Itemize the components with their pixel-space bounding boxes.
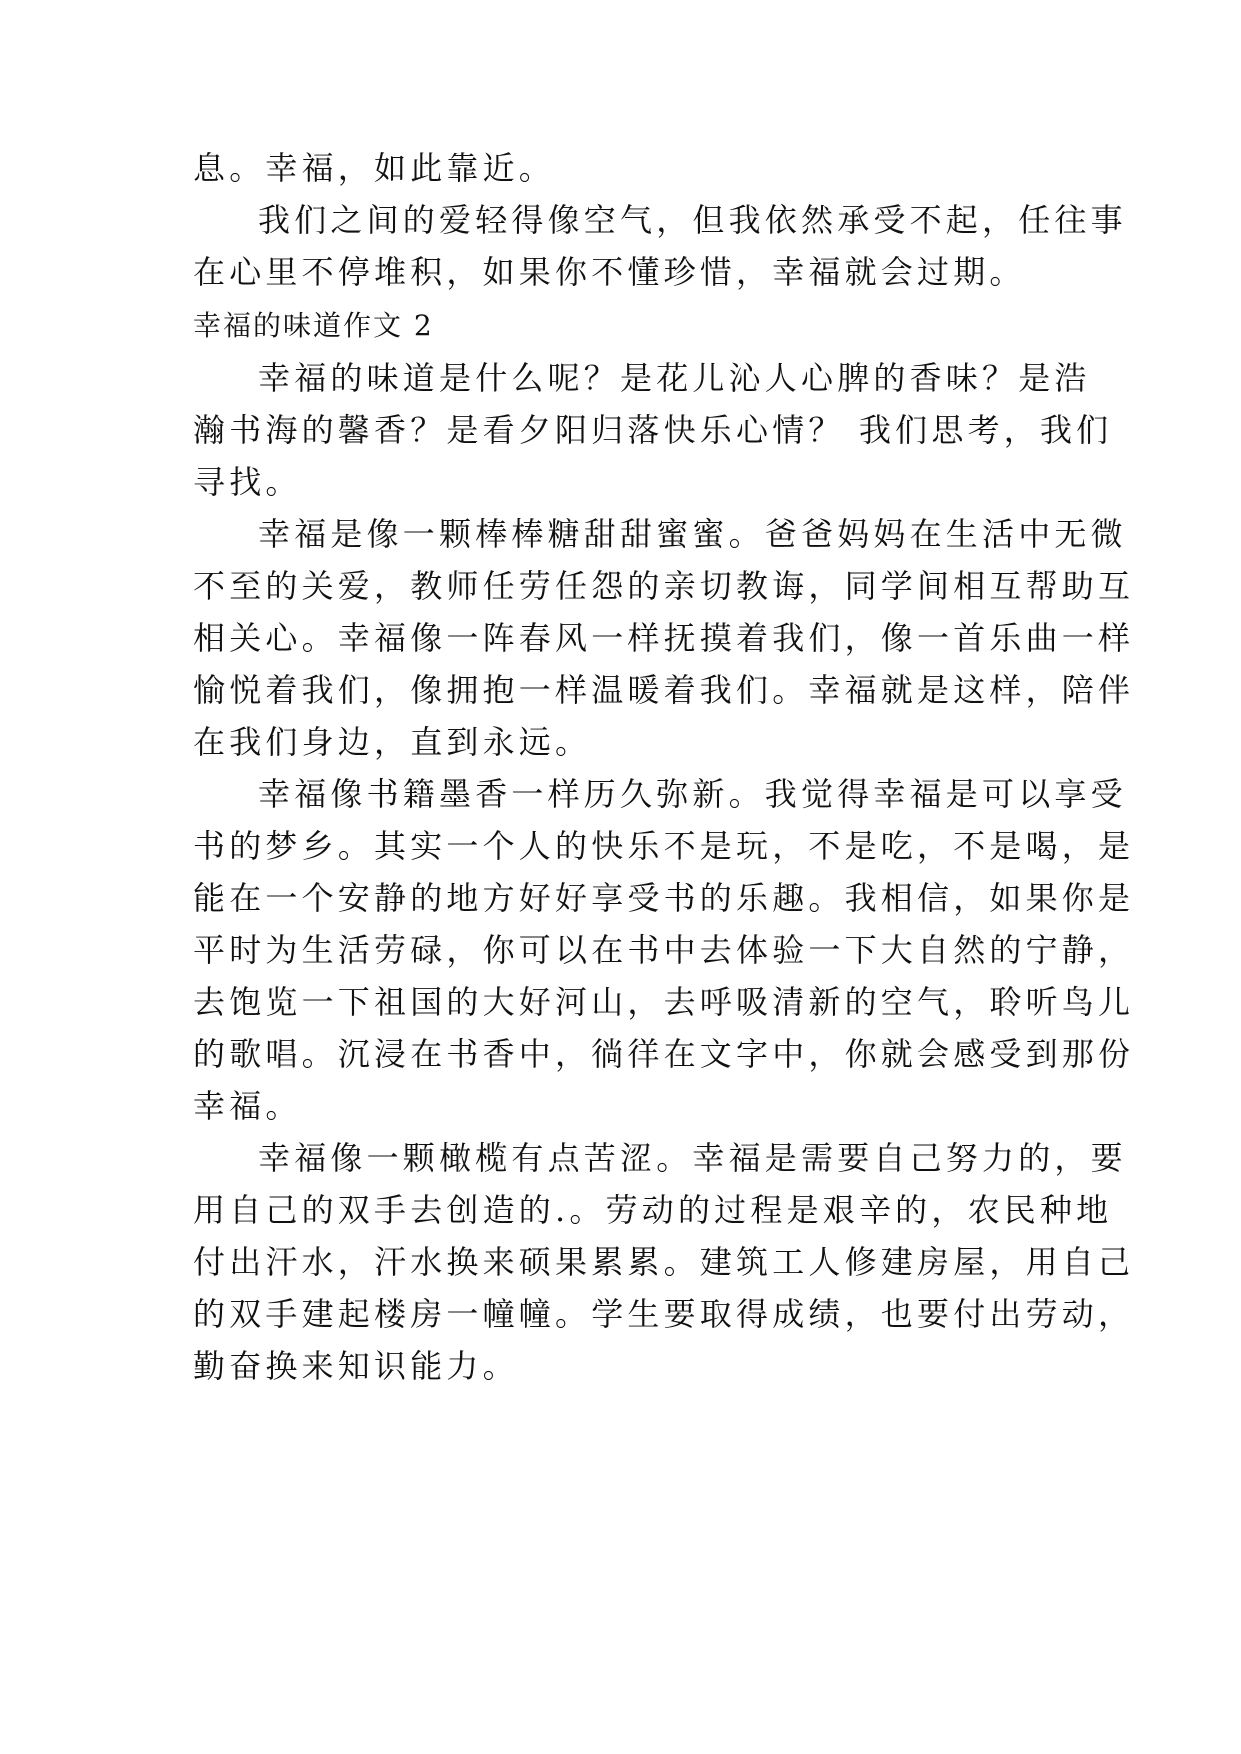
text-line: 的双手建起楼房一幢幢。学生要取得成绩，也要付出劳动，	[193, 1295, 1135, 1333]
text-line: 勤奋换来知识能力。	[193, 1347, 519, 1385]
text-line: 瀚书海的馨香？是看夕阳归落快乐心情？ 我们思考，我们	[193, 411, 1113, 449]
text-line: 幸福是像一颗棒棒糖甜甜蜜蜜。爸爸妈妈在生活中无微	[258, 515, 1127, 553]
text-line: 寻找。	[193, 463, 302, 501]
text-line: 幸福像一颗橄榄有点苦涩。幸福是需要自己努力的，要	[258, 1139, 1127, 1177]
text-line: 能在一个安静的地方好好享受书的乐趣。我相信，如果你是	[193, 879, 1135, 917]
text-line: 平时为生活劳碌，你可以在书中去体验一下大自然的宁静，	[193, 931, 1135, 969]
text-line: 我们之间的爱轻得像空气，但我依然承受不起，任往事	[258, 201, 1127, 239]
text-line: 幸福的味道是什么呢？是花儿沁人心脾的香味？是浩	[258, 359, 1091, 397]
text-line: 愉悦着我们，像拥抱一样温暖着我们。幸福就是这样，陪伴	[193, 671, 1135, 709]
text-line: 在心里不停堆积，如果你不懂珍惜，幸福就会过期。	[193, 253, 1026, 291]
text-line: 相关心。幸福像一阵春风一样抚摸着我们，像一首乐曲一样	[193, 619, 1135, 657]
text-line: 用自己的双手去创造的.。劳动的过程是艰辛的，农民种地	[193, 1191, 1113, 1229]
text-line: 幸福。	[193, 1087, 302, 1125]
text-line: 息。幸福，如此靠近。	[193, 149, 556, 187]
text-line: 的歌唱。沉浸在书香中，徜徉在文字中，你就会感受到那份	[193, 1035, 1135, 1073]
text-line: 去饱览一下祖国的大好河山，去呼吸清新的空气，聆听鸟儿	[193, 983, 1135, 1021]
text-line: 不至的关爱，教师任劳任怨的亲切教诲，同学间相互帮助互	[193, 567, 1135, 605]
text-line: 付出汗水，汗水换来硕果累累。建筑工人修建房屋，用自己	[193, 1243, 1135, 1281]
text-line: 书的梦乡。其实一个人的快乐不是玩，不是吃，不是喝，是	[193, 827, 1135, 865]
section-heading: 幸福的味道作文 2	[193, 309, 434, 342]
text-line: 在我们身边，直到永远。	[193, 723, 592, 761]
text-line: 幸福像书籍墨香一样历久弥新。我觉得幸福是可以享受	[258, 775, 1127, 813]
